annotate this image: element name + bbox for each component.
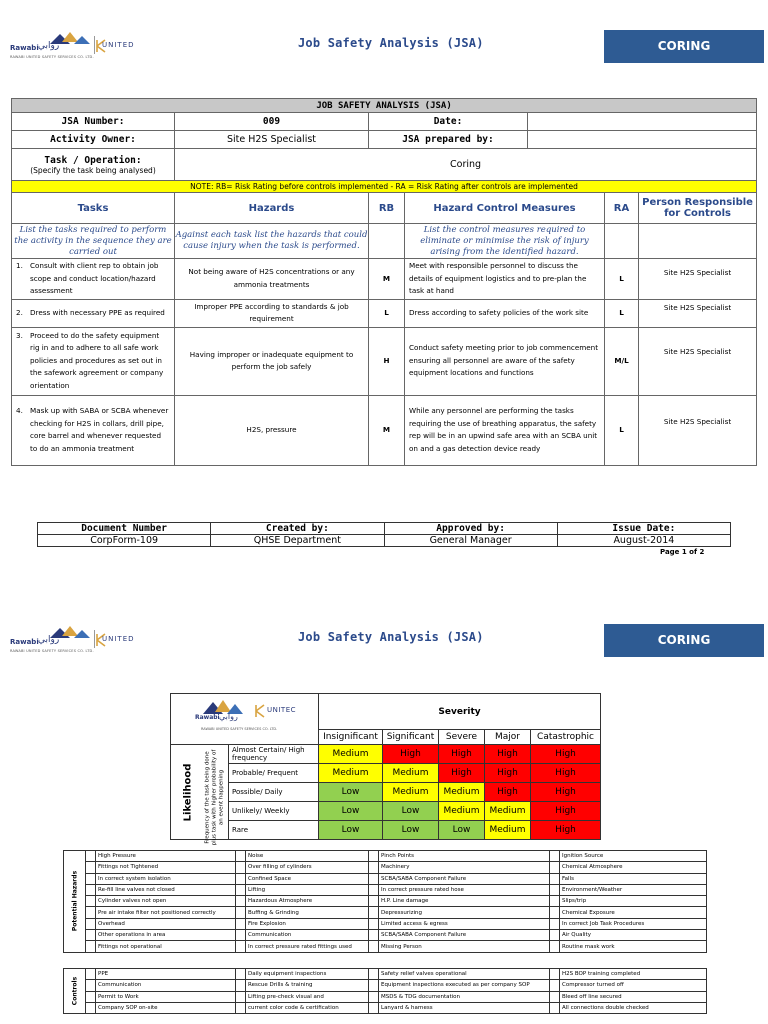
checkbox[interactable] <box>86 896 96 907</box>
date-label: Date: <box>369 113 528 131</box>
checklist-item-label: Routine mask work <box>560 941 707 952</box>
checkbox[interactable] <box>86 873 96 884</box>
checkbox[interactable] <box>369 969 379 980</box>
checkbox[interactable] <box>236 862 246 873</box>
checkbox[interactable] <box>86 884 96 895</box>
page-number: Page 1 of 2 <box>660 548 705 556</box>
checkbox[interactable] <box>550 980 560 991</box>
task-cell: 4. Mask up with SABA or SCBA whenever checking for H2S in collars, drill pipe, core barrel and whenever requested to do an ammonia treatment <box>12 395 175 465</box>
checkbox[interactable] <box>86 1002 96 1013</box>
logo-arabic: روابي <box>219 712 238 721</box>
risk-cell: High <box>485 783 531 802</box>
risk-cell: High <box>383 745 439 764</box>
approved-by-value: General Manager <box>384 535 557 547</box>
created-by-value: QHSE Department <box>211 535 384 547</box>
task-hint: (Specify the task being analysed) <box>30 165 156 175</box>
ra-cell: L <box>605 299 639 327</box>
checklist-row <box>64 851 707 862</box>
severity-level: Significant <box>383 730 439 745</box>
risk-cell: Low <box>319 821 383 840</box>
controls-side-label <box>64 969 86 1014</box>
checklist-item-label: Machinery <box>379 862 550 873</box>
checkbox[interactable] <box>550 991 560 1002</box>
matrix-logo-cell <box>171 694 319 745</box>
task-cell: 3. Proceed to do the safety equipment rig in and to adhere to all safe work policies and procedures as set out in the safework agreement or company orientation <box>12 327 175 395</box>
company-logo <box>10 30 150 66</box>
controls-checklist <box>63 968 707 1014</box>
page-title: Job Safety Analysis (JSA) <box>298 36 484 50</box>
activity-owner-value: Site H2S Specialist <box>175 131 369 149</box>
checklist-item-label: Fittings not Tightened <box>96 862 236 873</box>
checklist-item-label: Lanyard & harness <box>379 1002 550 1013</box>
likelihood-level: Possible/ Daily <box>229 783 319 802</box>
col-ra: RA <box>605 193 639 224</box>
checkbox[interactable] <box>550 873 560 884</box>
ra-cell: M/L <box>605 327 639 395</box>
risk-cell: Low <box>383 802 439 821</box>
checklist-row <box>64 941 707 952</box>
checkbox[interactable] <box>236 1002 246 1013</box>
rb-cell: H <box>369 327 405 395</box>
checklist-item-label: Environment/Weather <box>560 884 707 895</box>
jsa-table <box>11 98 757 466</box>
logo-divider <box>94 630 95 648</box>
checklist-item-label: Chemical Atmosphere <box>560 862 707 873</box>
checkbox[interactable] <box>236 941 246 952</box>
checkbox[interactable] <box>550 884 560 895</box>
checklist-item-label: Chemical Exposure <box>560 907 707 918</box>
checklist-item-label: Buffing & Grinding <box>246 907 369 918</box>
hint-controls: List the control measures required to eliminate or minimise the risk of injury arising from the identified hazard. <box>405 224 605 259</box>
checkbox[interactable] <box>369 918 379 929</box>
checklist-item-label: Lifting <box>246 884 369 895</box>
checkbox[interactable] <box>86 918 96 929</box>
col-person: Person Responsible for Controls <box>639 193 757 224</box>
logo-partner: UNITED <box>102 635 135 643</box>
logo-subtitle: RAWABI UNITED SAFETY SERVICES CO. LTD. <box>201 727 278 731</box>
logo-partner: UNITED <box>102 41 135 49</box>
side-label-text: Controls <box>71 976 78 1006</box>
checklist-item-label: Confined Space <box>246 873 369 884</box>
checklist-item-label: Bleed off line secured <box>560 991 707 1002</box>
checkbox[interactable] <box>236 991 246 1002</box>
checkbox[interactable] <box>236 918 246 929</box>
hazard-cell: H2S, pressure <box>175 395 369 465</box>
col-controls: Hazard Control Measures <box>405 193 605 224</box>
checklist-item-label: H2S BOP training completed <box>560 969 707 980</box>
risk-cell: High <box>439 745 485 764</box>
checklist-item-label: Re-fill line valves not closed <box>96 884 236 895</box>
checkbox[interactable] <box>369 896 379 907</box>
risk-cell: Medium <box>319 745 383 764</box>
logo-brand: Rawabi <box>195 714 220 721</box>
checkbox[interactable] <box>550 862 560 873</box>
approved-by-header: Approved by: <box>384 523 557 535</box>
risk-cell: Low <box>319 783 383 802</box>
checkbox[interactable] <box>236 873 246 884</box>
risk-note: NOTE: RB= Risk Rating before controls implemented - RA = Risk Rating after controls are implemented <box>12 181 757 193</box>
logo-brand: Rawabi <box>10 638 39 646</box>
control-cell: While any personnel are performing the tasks requiring the use of breathing apparatus, the safety rep will be in an upwind safe area with an SCBA unit on and a gas detection device ready <box>405 395 605 465</box>
checklist-item-label: Fittings not operational <box>96 941 236 952</box>
jsa-number-label: JSA Number: <box>12 113 175 131</box>
hint-rb <box>369 224 405 259</box>
doc-number-value: CorpForm-109 <box>38 535 211 547</box>
checklist-row <box>64 873 707 884</box>
logo-arabic: روابي <box>38 41 60 51</box>
checkbox[interactable] <box>369 851 379 862</box>
logo-divider <box>94 36 95 54</box>
checkbox[interactable] <box>550 1002 560 1013</box>
checklist-item-label: Communication <box>246 930 369 941</box>
checklist-item-label: Communication <box>96 980 236 991</box>
person-cell: Site H2S Specialist <box>639 395 757 465</box>
checklist-item-label: PPE <box>96 969 236 980</box>
likelihood-level: Rare <box>229 821 319 840</box>
col-rb: RB <box>369 193 405 224</box>
checkbox[interactable] <box>236 851 246 862</box>
checklist-item-label: Fire Explosion <box>246 918 369 929</box>
checklist-item-label: Other operations in area <box>96 930 236 941</box>
table-row <box>12 327 757 395</box>
checkbox[interactable] <box>86 930 96 941</box>
ra-cell: L <box>605 395 639 465</box>
jsa-title: JOB SAFETY ANALYSIS (JSA) <box>12 99 757 113</box>
checkbox[interactable] <box>369 991 379 1002</box>
checklist-item-label: Slips/trip <box>560 896 707 907</box>
side-label-text: Potential Hazards <box>71 871 78 932</box>
col-hazards: Hazards <box>175 193 369 224</box>
checklist-item-label: Air Quality <box>560 930 707 941</box>
checkbox[interactable] <box>236 896 246 907</box>
task-label: Task / Operation: <box>44 154 142 166</box>
task-label-cell <box>12 149 175 181</box>
jsa-number-value: 009 <box>175 113 369 131</box>
checklist-item-label: Pinch Points <box>379 851 550 862</box>
checklist-item-label: In correct pressure rated fittings used <box>246 941 369 952</box>
checkbox[interactable] <box>369 1002 379 1013</box>
checklist-item-label: Depressurizing <box>379 907 550 918</box>
risk-matrix <box>170 693 601 846</box>
severity-level: Catastrophic <box>531 730 601 745</box>
date-value <box>528 113 757 131</box>
page-header <box>0 28 768 68</box>
checkbox[interactable] <box>86 941 96 952</box>
operation-badge: CORING <box>604 30 764 63</box>
risk-cell: Medium <box>439 783 485 802</box>
checklist-row <box>64 1002 707 1013</box>
checkbox[interactable] <box>86 991 96 1002</box>
checkbox[interactable] <box>550 851 560 862</box>
checklist-item-label: Safety relief valves operational <box>379 969 550 980</box>
page-header <box>0 622 768 662</box>
likelihood-label: Likelihood <box>182 763 194 822</box>
checklist-item-label: Ignition Source <box>560 851 707 862</box>
table-row <box>12 395 757 465</box>
checklist-row <box>64 896 707 907</box>
checkbox[interactable] <box>236 969 246 980</box>
prepared-by-value <box>528 131 757 149</box>
prepared-by-label: JSA prepared by: <box>369 131 528 149</box>
risk-cell: Medium <box>485 802 531 821</box>
table-row <box>12 259 757 300</box>
checklist-item-label: Overhead <box>96 918 236 929</box>
person-cell: Site H2S Specialist <box>639 259 757 300</box>
severity-level: Major <box>485 730 531 745</box>
checkbox[interactable] <box>86 862 96 873</box>
checkbox[interactable] <box>550 941 560 952</box>
checkbox[interactable] <box>369 873 379 884</box>
person-cell: Site H2S Specialist <box>639 327 757 395</box>
checkbox[interactable] <box>236 930 246 941</box>
checkbox[interactable] <box>369 930 379 941</box>
likelihood-level: Unlikely/ Weekly <box>229 802 319 821</box>
table-row <box>12 299 757 327</box>
rb-cell: L <box>369 299 405 327</box>
risk-cell: High <box>531 821 601 840</box>
checklist-item-label: Hazardous Atmosphere <box>246 896 369 907</box>
checklist-item-label: Lifting pre-check visual and <box>246 991 369 1002</box>
hint-hazards: Against each task list the hazards that could cause injury when the task is performed. <box>175 224 369 259</box>
hint-tasks: List the tasks required to perform the activity in the sequence they are carried out <box>12 224 175 259</box>
likelihood-level: Probable/ Frequent <box>229 764 319 783</box>
task-cell: 1. Consult with client rep to obtain job scope and conduct location/hazard assessment <box>12 259 175 300</box>
hazard-cell: Not being aware of H2S concentrations or any ammonia treatments <box>175 259 369 300</box>
task-cell: 2. Dress with necessary PPE as required <box>12 299 175 327</box>
risk-cell: Medium <box>485 821 531 840</box>
created-by-header: Created by: <box>211 523 384 535</box>
checkbox[interactable] <box>550 930 560 941</box>
risk-cell: High <box>531 745 601 764</box>
hint-ra <box>605 224 639 259</box>
checklist-item-label: MSDS & TDG documentation <box>379 991 550 1002</box>
checklist-row <box>64 884 707 895</box>
checklist-item-label: All connections double checked <box>560 1002 707 1013</box>
checklist-item-label: Pre air intake filter not positioned correctly <box>96 907 236 918</box>
checklist-item-label: Over filling of cylinders <box>246 862 369 873</box>
hazard-cell: Improper PPE according to standards & job requirement <box>175 299 369 327</box>
hazard-cell: Having improper or inadequate equipment to perform the job safely <box>175 327 369 395</box>
checklist-row <box>64 930 707 941</box>
page-title: Job Safety Analysis (JSA) <box>298 630 484 644</box>
checklist-item-label: High Pressure <box>96 851 236 862</box>
severity-level: Severe <box>439 730 485 745</box>
checkbox[interactable] <box>236 884 246 895</box>
checkbox[interactable] <box>550 907 560 918</box>
checkbox[interactable] <box>550 969 560 980</box>
control-cell: Meet with responsible personnel to discuss the details of equipment logistics and to pre-plan the task at hand <box>405 259 605 300</box>
rb-cell: M <box>369 259 405 300</box>
checklist-item-label: In correct pressure rated hose <box>379 884 550 895</box>
operation-badge: CORING <box>604 624 764 657</box>
severity-label: Severity <box>319 694 601 730</box>
checklist-item-label: Company SOP on-site <box>96 1002 236 1013</box>
checklist-row <box>64 969 707 980</box>
checklist-item-label: Equipment inspections executed as per company SOP <box>379 980 550 991</box>
united-k-icon <box>255 704 265 718</box>
issue-date-header: Issue Date: <box>557 523 730 535</box>
risk-cell: Medium <box>439 802 485 821</box>
checklist-item-label: SCBA/SABA Component Failure <box>379 873 550 884</box>
checkbox[interactable] <box>86 851 96 862</box>
checkbox[interactable] <box>369 884 379 895</box>
doc-number-header: Document Number <box>38 523 211 535</box>
checklist-row <box>64 991 707 1002</box>
checkbox[interactable] <box>86 969 96 980</box>
company-logo <box>10 624 150 660</box>
risk-cell: Medium <box>383 764 439 783</box>
control-cell: Dress according to safety policies of the work site <box>405 299 605 327</box>
checklist-item-label: SCBA/SABA Component Failure <box>379 930 550 941</box>
person-cell: Site H2S Specialist <box>639 299 757 327</box>
risk-cell: High <box>531 802 601 821</box>
likelihood-level: Almost Certain/ High frequency <box>229 745 319 764</box>
checkbox[interactable] <box>236 980 246 991</box>
logo-subtitle: RAWABI UNITED SAFETY SERVICES CO. LTD. <box>10 55 94 59</box>
checklist-item-label: In correct system isolation <box>96 873 236 884</box>
checklist-item-label: Permit to Work <box>96 991 236 1002</box>
checklist-item-label: Missing Person <box>379 941 550 952</box>
risk-cell: High <box>531 764 601 783</box>
logo-brand: Rawabi <box>10 44 39 52</box>
document-info-table <box>37 522 731 547</box>
risk-cell: Low <box>319 802 383 821</box>
checkbox[interactable] <box>236 907 246 918</box>
likelihood-axis <box>171 745 229 846</box>
risk-cell: Medium <box>383 783 439 802</box>
checkbox[interactable] <box>550 918 560 929</box>
likelihood-sub: Frequency of the task being done plus task with higher probability of an event happening <box>204 749 225 846</box>
checklist-item-label: Limited access & egress <box>379 918 550 929</box>
checklist-row <box>64 918 707 929</box>
risk-cell: High <box>439 764 485 783</box>
ra-cell: L <box>605 259 639 300</box>
risk-cell: Low <box>439 821 485 840</box>
task-value: Coring <box>175 149 757 181</box>
checklist-item-label: current color code & certification <box>246 1002 369 1013</box>
checklist-item-label: Daily equipment inspections <box>246 969 369 980</box>
checklist-item-label: Rescue Drills & training <box>246 980 369 991</box>
checklist-item-label: Noise <box>246 851 369 862</box>
checkbox[interactable] <box>86 980 96 991</box>
activity-owner-label: Activity Owner: <box>12 131 175 149</box>
logo-subtitle: RAWABI UNITED SAFETY SERVICES CO. LTD. <box>10 649 94 653</box>
col-tasks: Tasks <box>12 193 175 224</box>
checkbox[interactable] <box>369 941 379 952</box>
checkbox[interactable] <box>369 907 379 918</box>
checklist-row <box>64 980 707 991</box>
hint-person <box>639 224 757 259</box>
hazards-side-label <box>64 851 86 953</box>
risk-cell: High <box>531 783 601 802</box>
risk-cell: Medium <box>319 764 383 783</box>
checklist-item-label: Cylinder valves not open <box>96 896 236 907</box>
risk-cell: High <box>485 764 531 783</box>
checklist-item-label: Compressor turned off <box>560 980 707 991</box>
checkbox[interactable] <box>86 907 96 918</box>
checklist-row <box>64 907 707 918</box>
checkbox[interactable] <box>369 862 379 873</box>
logo-arabic: روابي <box>38 635 60 645</box>
issue-date-value: August-2014 <box>557 535 730 547</box>
checkbox[interactable] <box>550 896 560 907</box>
risk-cell: Low <box>383 821 439 840</box>
checklist-row <box>64 862 707 873</box>
checklist-item-label: Falls <box>560 873 707 884</box>
hazards-checklist <box>63 850 707 953</box>
checkbox[interactable] <box>369 980 379 991</box>
logo-partner: UNITEC <box>267 706 297 714</box>
rb-cell: M <box>369 395 405 465</box>
checklist-item-label: In correct Job Task Procedures <box>560 918 707 929</box>
control-cell: Conduct safety meeting prior to job commencement ensuring all personnel are aware of the safety equipment locations and functions <box>405 327 605 395</box>
risk-cell: High <box>485 745 531 764</box>
severity-level: Insignificant <box>319 730 383 745</box>
checklist-item-label: H.P. Line damage <box>379 896 550 907</box>
